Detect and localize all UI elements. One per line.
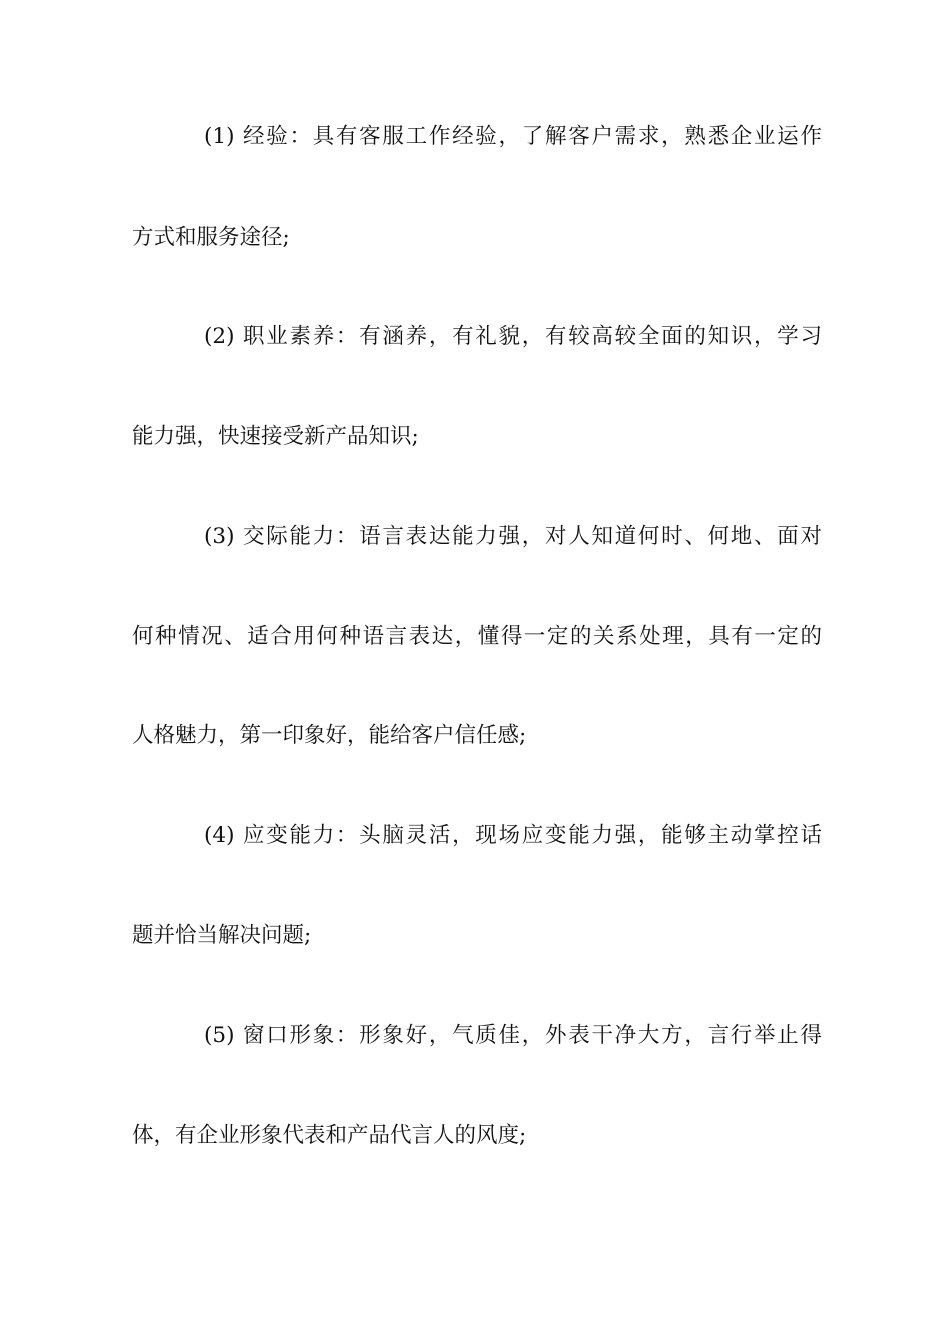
item-5-line-2: 体，有企业形象代表和产品代言人的风度; [132, 1123, 527, 1148]
item-3-line-3: 人格魅力，第一印象好，能给客户信任感; [132, 723, 527, 748]
item-3-line-1: (3) 交际能力：语言表达能力强，对人知道何时、何地、面对 [204, 524, 822, 549]
item-1-line-1: (1) 经验：具有客服工作经验，了解客户需求，熟悉企业运作 [204, 124, 822, 149]
item-2-line-2: 能力强，快速接受新产品知识; [132, 424, 419, 449]
item-3-line-2: 何种情况、适合用何种语言表达，懂得一定的关系处理，具有一定的 [132, 624, 822, 649]
item-1-line-2: 方式和服务途径; [132, 225, 290, 250]
item-5-line-1: (5) 窗口形象：形象好，气质佳，外表干净大方，言行举止得 [204, 1023, 822, 1048]
item-4-line-2: 题并恰当解决问题; [132, 923, 312, 948]
item-4-line-1: (4) 应变能力：头脑灵活，现场应变能力强，能够主动掌控话 [204, 823, 822, 848]
item-2-line-1: (2) 职业素养：有涵养，有礼貌，有较高较全面的知识，学习 [204, 324, 822, 349]
